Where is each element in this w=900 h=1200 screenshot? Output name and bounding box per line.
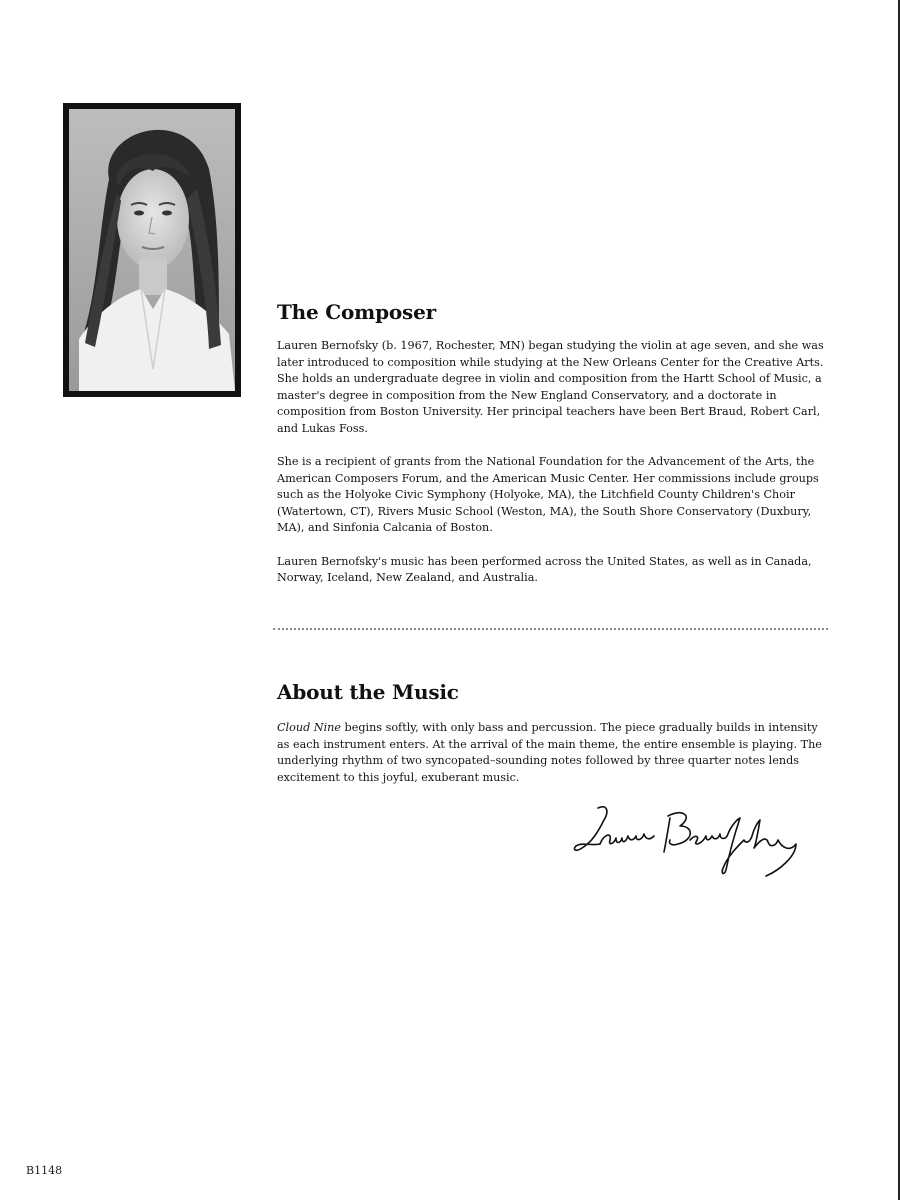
composer-signature [570, 800, 802, 880]
music-paragraph [277, 720, 832, 786]
music-paragraph-text: begins softly, with only bass and percussion. The piece gradually builds in intensity as each instrument enters. At the arrival of the main theme, the entire ensemble is playing. The underlying rhythm of two syncopated–sounding notes followed by three quarter notes lends excitement to this joyful, exuberant music. [277, 721, 822, 784]
composer-heading: The Composer [277, 300, 436, 324]
piece-title: Cloud Nine [277, 721, 341, 734]
bio-paragraph-2: She is a recipient of grants from the National Foundation for the Advancement of the Arts, the American Composers Forum, and the American Music Center. Her commissions include groups such as the Holyoke Civic Symphony (Holyoke, MA), the Litchfield County Children's Choir (Watertown, CT), Rivers Music School (Weston, MA), the South Shore Conservatory (Duxbury, MA), and Sinfonia Calcania of Boston. [277, 455, 819, 534]
music-description [277, 720, 832, 803]
dotted-divider [273, 628, 828, 630]
portrait-photo [69, 109, 235, 391]
music-heading: About the Music [277, 680, 459, 704]
page-code: B1148 [26, 1164, 63, 1177]
bio-paragraph-1: Lauren Bernofsky (b. 1967, Rochester, MN) began studying the violin at age seven, and she was later introduced to composition while studying at the New Orleans Center for the Creative Arts. She holds an undergraduate degree in violin and composition from the Hartt School of Music, a master's degree in composition from the New England Conservatory, and a doctorate in composition from Boston University. Her principal teachers have been Bert Braud, Robert Carl, and Lukas Foss. [277, 339, 824, 435]
bio-paragraph-3: Lauren Bernofsky's music has been performed across the United States, as well as in Canada, Norway, Iceland, New Zealand, and Australia. [277, 554, 812, 584]
composer-portrait [63, 103, 241, 397]
composer-bio [277, 338, 832, 604]
